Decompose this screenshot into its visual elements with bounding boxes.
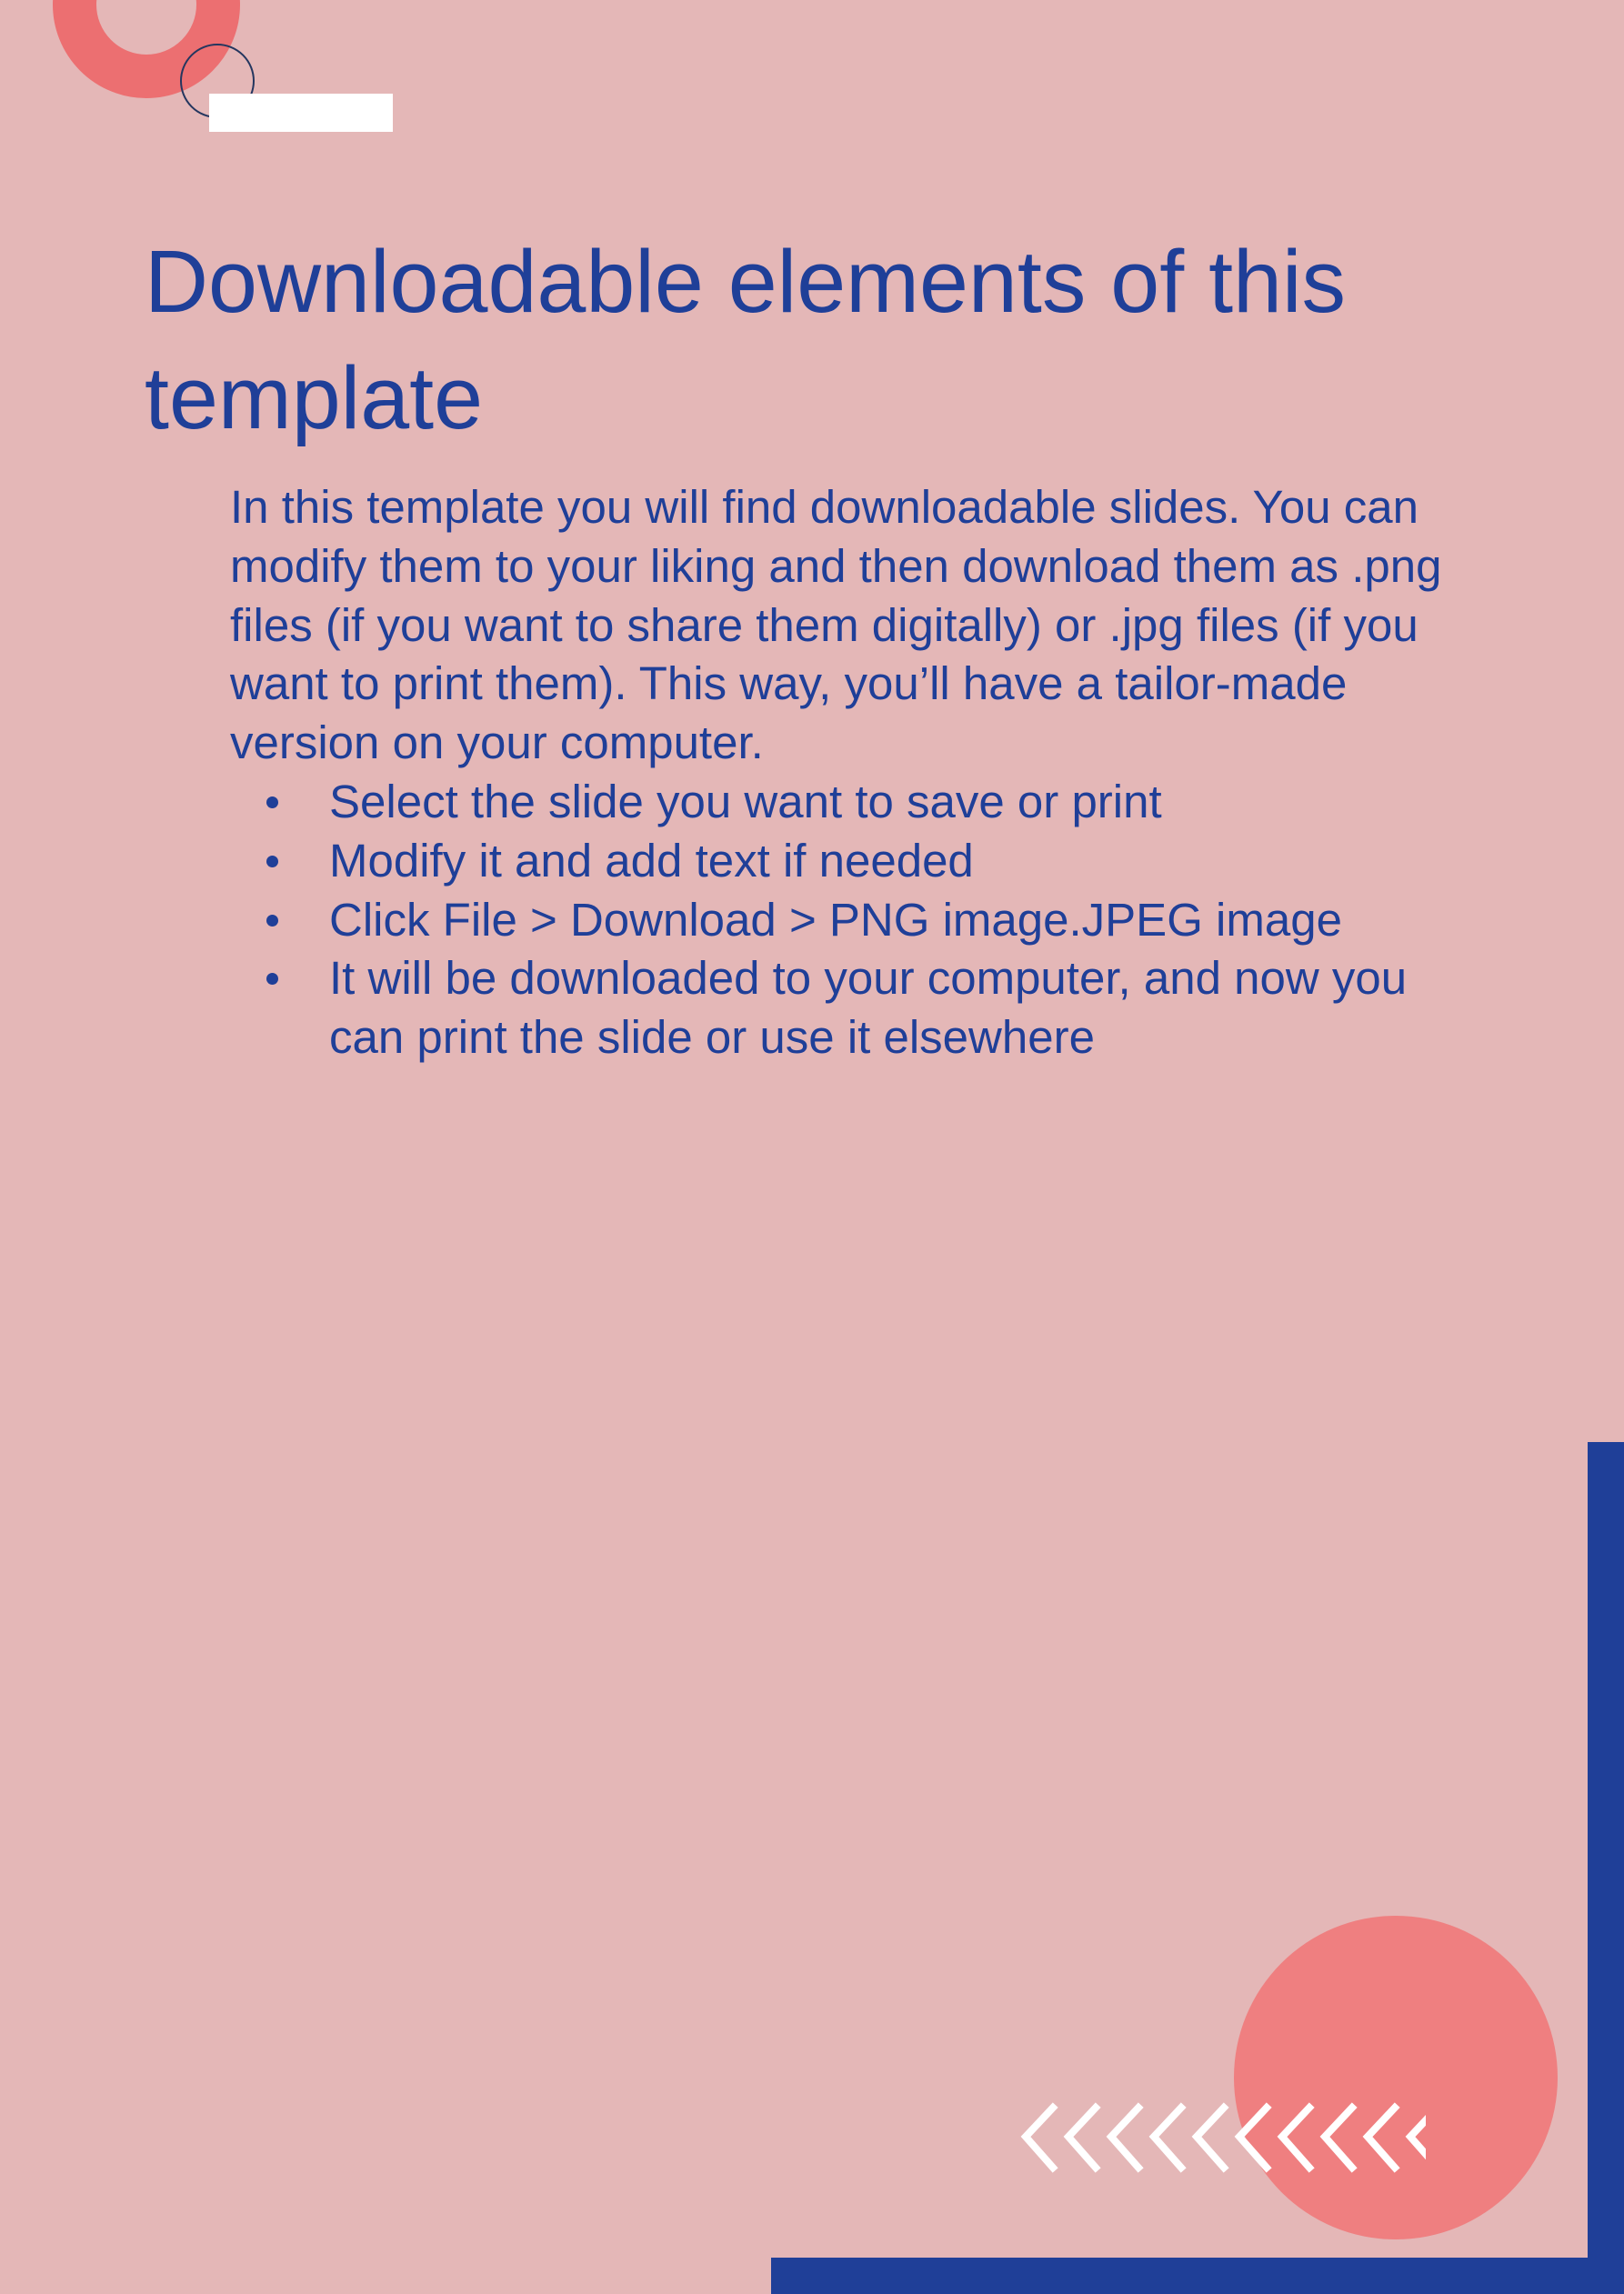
- intro-paragraph: In this template you will find downloadable slides. You can modify them to your liking and then download them as .png files (if you want to share them digitally) or .jpg files (if you want to print them). This way, you’ll have a tailor-made version on your computer.: [230, 481, 1442, 769]
- chevron-left-icon: [1368, 2108, 1395, 2168]
- content-block: [230, 478, 1467, 1067]
- bullet-list: [230, 773, 1467, 1067]
- white-bar-decoration: [209, 94, 393, 132]
- list-item: [230, 832, 1467, 891]
- chevron-left-icon: [1197, 2108, 1224, 2168]
- bullet-dot-icon: [266, 915, 278, 927]
- chevron-left-icon: [1282, 2108, 1309, 2168]
- right-frame-bar: [1588, 1442, 1624, 2294]
- bullet-dot-icon: [266, 796, 278, 808]
- chevron-left-icon: [1325, 2108, 1352, 2168]
- page-title: Downloadable elements of this template: [145, 232, 1347, 447]
- bullet-dot-icon: [266, 973, 278, 985]
- list-item-text: Click File > Download > PNG image.JPEG image: [329, 893, 1342, 946]
- chevron-left-icon: [1111, 2108, 1138, 2168]
- list-item: [230, 773, 1467, 832]
- list-item-text: It will be downloaded to your computer, and now you can print the slide or use it elsewhere: [329, 952, 1408, 1064]
- chevron-left-icon: [1154, 2108, 1181, 2168]
- list-item: [230, 949, 1467, 1067]
- chevron-left-icon: [1239, 2108, 1267, 2168]
- coral-circle-decoration: [1234, 1916, 1558, 2239]
- bottom-frame-bar: [771, 2258, 1624, 2294]
- bullet-dot-icon: [266, 856, 278, 867]
- chevron-left-icon: [1068, 2108, 1096, 2168]
- chevron-row: [1017, 2102, 1426, 2175]
- list-item: [230, 891, 1467, 950]
- chevron-left-icon: [1410, 2108, 1426, 2168]
- chevron-left-icon: [1026, 2108, 1053, 2168]
- list-item-text: Select the slide you want to save or print: [329, 775, 1162, 827]
- list-item-text: Modify it and add text if needed: [329, 834, 974, 887]
